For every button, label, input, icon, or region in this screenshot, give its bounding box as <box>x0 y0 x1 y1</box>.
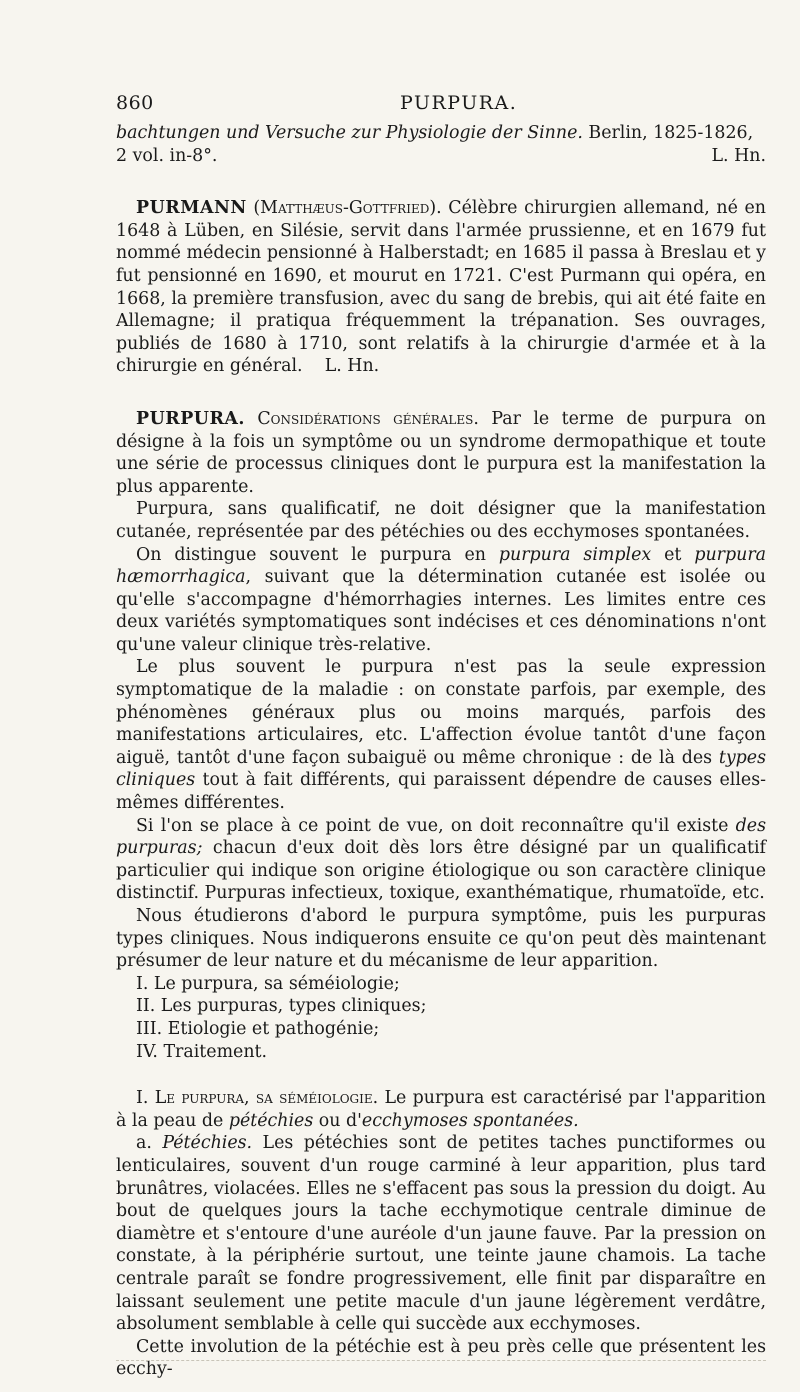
body-text <box>116 122 766 1381</box>
p4-b: tout à fait différents, qui paraissent dépendre de causes elles-mêmes différentes. <box>116 770 766 814</box>
outline-item: II. Les purpuras, types cliniques; <box>136 996 427 1017</box>
outline-list <box>116 973 766 1063</box>
section-one-p2 <box>116 1132 766 1335</box>
p3-c: , suivant que la détermination cutanée est isolée ou qu'elle s'accompagne d'hémorrhagies internes. Les limites entre ces deux variétés symptomatiques sont indécises et ces dénominations n'ont qu'une valeur clinique très-relative. <box>116 567 766 655</box>
continuation-paragraph <box>116 122 766 167</box>
p5-b: chacun d'eux doit dès lors être désigné par un qualificatif particulier qui indique son origine étiologique ou son caractère clinique distinctif. Purpuras infectieux, toxique, exanthématique, rhumatoïde, etc. <box>116 838 766 904</box>
entry-purpura-intro <box>116 408 766 498</box>
s1-p2-italic: Pétéchies. <box>162 1133 253 1154</box>
running-header <box>116 92 766 114</box>
section-one-p3: Cette involution de la pétéchie est à peu près celle que présentent les ecchy- <box>116 1336 766 1380</box>
s1-p2-label: a. <box>136 1133 163 1154</box>
s1-p2-body: Les pétéchies sont de petites taches punctiformes ou lenticulaires, souvent d'un rouge carminé à leur apparition, plus tard brunâtres, violacées. Elles ne s'effacent pas sous la pression du doigt. Au bout de quelques jours la tache ecchymotique centrale diminue de diamètre et s'entoure d'une auréole d'un jaune fauve. Par la pression on constate, à la périphérie surtout, une teinte jaune chamois. La tache centrale paraît se fondre progressivement, elle finit par disparaître en laissant seulement une petite macule d'un jaune légèrement verdâtre, absolument semblable à celle qui succède aux ecchymoses. <box>116 1133 766 1335</box>
continuation-signature: L. Hn. <box>711 145 766 166</box>
entry-purpura-p4 <box>116 656 766 814</box>
p3-italic-2: purpura hæmorrhagica <box>116 544 767 588</box>
entry-purpura-p5 <box>116 815 766 905</box>
page-number: 860 <box>116 92 154 114</box>
s1-p1-italic-2: ecchymoses spontanées. <box>361 1110 579 1131</box>
entry-purpura-name: PURPURA. <box>136 408 245 429</box>
p4-italic: types cliniques <box>116 747 766 791</box>
p3-a: On distingue souvent le purpura en <box>136 544 499 565</box>
entry-purpura-p2: Purpura, sans qualificatif, ne doit désigner que la manifestation cutanée, représentée par des pétéchies ou des ecchymoses spontanées. <box>116 499 766 542</box>
continuation-line2: 2 vol. in-8°. <box>116 145 218 166</box>
p5-a: Si l'on se place à ce point de vue, on doit reconnaître qu'il existe <box>136 815 736 836</box>
entry-purmann-signature: L. Hn. <box>324 356 380 377</box>
outline-item: IV. Traitement. <box>136 1041 268 1062</box>
p4-a: Le plus souvent le purpura n'est pas la seule expression symptomatique de la maladie : on constate parfois, par exemple, des phénomènes généraux plus ou moins marqués, parfois des manifestations articulaires, etc. L'affection évolue tantôt d'une façon aiguë, tantôt d'une façon subaiguë ou même chronique : de là des <box>116 657 766 768</box>
continuation-rest: Berlin, 1825-1826, <box>582 123 754 143</box>
p3-b: et <box>651 544 695 565</box>
entry-purpura-p1: Par le terme de purpura on désigne à la fois un symptôme ou un syndrome dermopathique et toute une série de processus cliniques dont le purpura est la manifestation la plus apparente. <box>116 408 766 497</box>
entry-purpura-section: Considérations générales. <box>244 408 479 429</box>
s1-p1-b: ou d' <box>313 1110 362 1131</box>
running-title: PURPURA. <box>400 92 518 114</box>
entry-purmann <box>116 197 766 378</box>
entry-purmann-name: PURMANN <box>136 198 247 219</box>
entry-purmann-body: Célèbre chirurgien allemand, né en 1648 à Lüben, en Silésie, servit dans l'armée prussienne, et en 1679 fut nommé médecin pensionné à Halberstadt; en 1685 il passa à Breslau et y fut pensionné en 1690, et mourut en 1721. C'est Purmann qui opéra, en 1668, la première transfusion, avec du sang de brebis, qui ait été faite en Allemagne; il pratiqua fréquemment la trépanation. Ses ouvrages, publiés de 1680 à 1710, sont relatifs à la chirurgie d'armée et à la chirurgie en général. <box>116 198 766 377</box>
entry-purpura-p3 <box>116 544 766 657</box>
section-one-heading: I. Le purpura, sa séméiologie. <box>136 1088 379 1109</box>
p3-italic-1: purpura simplex <box>498 544 652 565</box>
continuation-italic: bachtungen und Versuche zur Physiologie der Sinne. <box>116 123 583 143</box>
s1-p1-a: Le purpura est caractérisé par l'apparition à la peau de <box>116 1088 766 1131</box>
s1-p1-italic-1: pétéchies <box>228 1110 314 1131</box>
footer-rule <box>116 1360 766 1361</box>
section-one-p1 <box>116 1087 766 1132</box>
entry-purpura-p6: Nous étudierons d'abord le purpura symptôme, puis les purpuras types cliniques. Nous indiquerons ensuite ce qu'on peut dès maintenant présumer de leur nature et du mécanisme de leur apparition. <box>116 906 766 972</box>
entry-purmann-forename: (Matthæus-Gottfried). <box>246 198 442 219</box>
p5-italic: des purpuras; <box>116 815 766 859</box>
outline-item: I. Le purpura, sa séméiologie; <box>136 973 400 994</box>
outline-item: III. Etiologie et pathogénie; <box>136 1018 380 1039</box>
